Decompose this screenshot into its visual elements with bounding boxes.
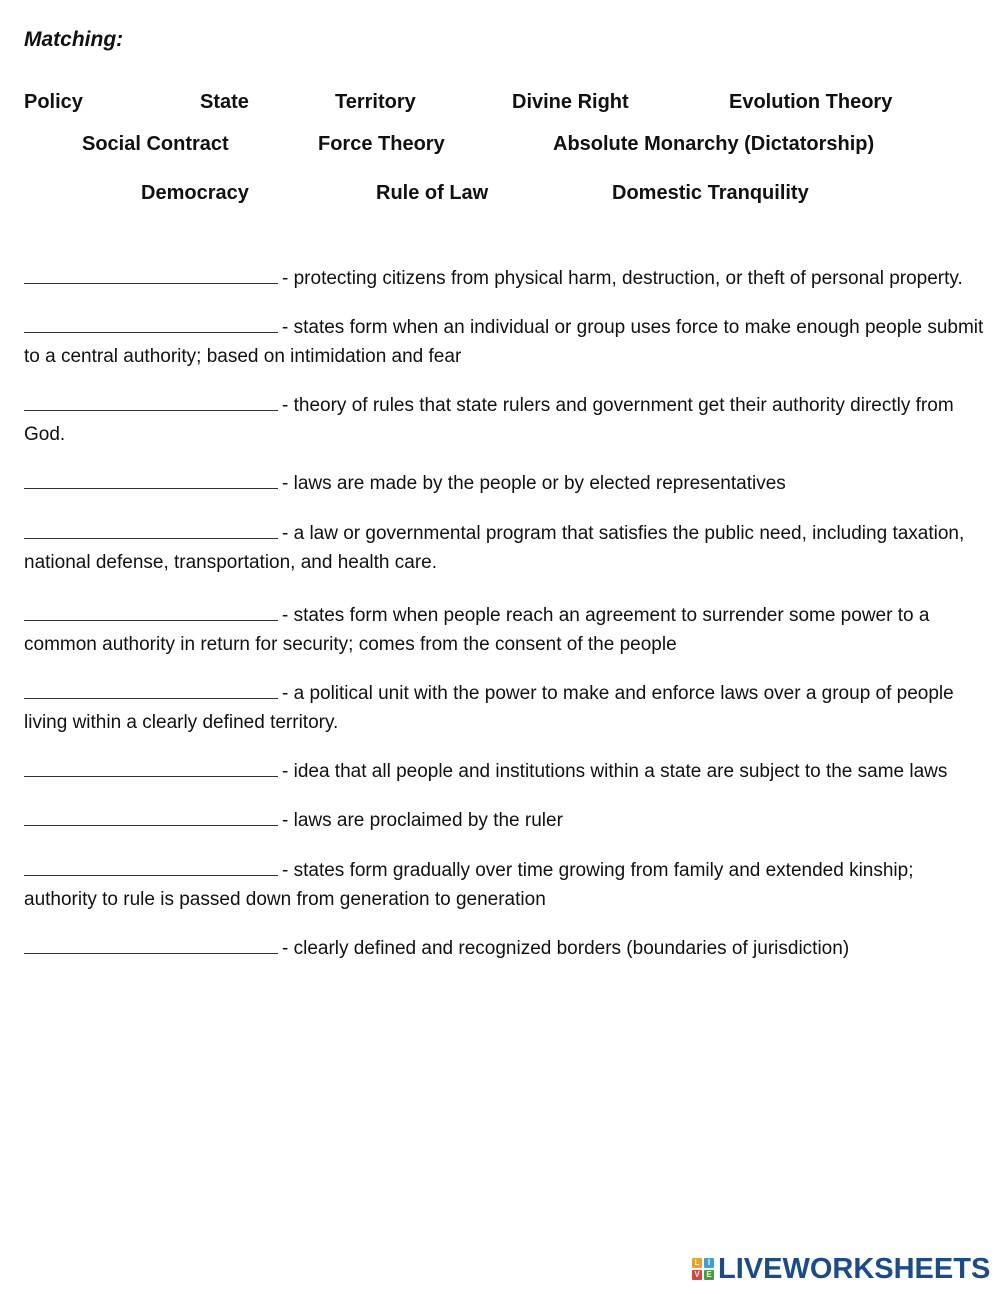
liveworksheets-logo-icon (692, 1258, 714, 1280)
answer-blank[interactable] (24, 470, 278, 489)
question-text: - a political unit with the power to make and enforce laws over a group of people living within a clearly defined territory. (24, 683, 954, 733)
answer-blank[interactable] (24, 265, 278, 284)
word-bank-term: Democracy (141, 182, 249, 204)
question-item (24, 601, 984, 659)
answer-blank[interactable] (24, 520, 278, 539)
question-item (24, 934, 984, 963)
logo-mark-letter: V (692, 1270, 702, 1280)
answer-blank[interactable] (24, 680, 278, 699)
question-text: - states form when people reach an agreement to surrender some power to a common authority in return for security; comes from the consent of the people (24, 605, 930, 655)
word-bank-term: Absolute Monarchy (Dictatorship) (553, 133, 875, 155)
logo-mark-letter: I (704, 1258, 714, 1268)
word-bank-term: Force Theory (318, 133, 445, 155)
word-bank-term: State (200, 91, 249, 113)
answer-blank[interactable] (24, 935, 278, 954)
matching-questions (24, 264, 984, 984)
question-text: - protecting citizens from physical harm, destruction, or theft of personal property. (282, 268, 963, 289)
question-item (24, 519, 984, 577)
logo-mark-letter: L (692, 1258, 702, 1268)
logo-text: LIVEWORKSHEETS (718, 1252, 991, 1285)
word-bank-term: Divine Right (512, 91, 629, 113)
worksheet-title: Matching: (24, 28, 124, 51)
question-text: - states form gradually over time growing from family and extended kinship; authority to rule is passed down from generation to generation (24, 860, 914, 910)
question-text: - theory of rules that state rulers and government get their authority directly from God. (24, 395, 954, 445)
question-item (24, 391, 984, 449)
question-text: - states form when an individual or group uses force to make enough people submit to a central authority; based on intimidation and fear (24, 317, 984, 367)
question-item (24, 313, 984, 371)
question-item (24, 264, 984, 293)
liveworksheets-logo (692, 1252, 990, 1286)
answer-blank[interactable] (24, 758, 278, 777)
word-bank-term: Territory (335, 91, 416, 113)
question-item (24, 469, 984, 498)
word-bank-term: Policy (24, 91, 83, 113)
answer-blank[interactable] (24, 392, 278, 411)
word-bank-term: Domestic Tranquility (612, 182, 809, 204)
question-item (24, 856, 984, 914)
question-item (24, 757, 984, 786)
answer-blank[interactable] (24, 807, 278, 826)
answer-blank[interactable] (24, 314, 278, 333)
question-text: - clearly defined and recognized borders (boundaries of jurisdiction) (282, 938, 850, 959)
question-text: - a law or governmental program that satisfies the public need, including taxation, national defense, transportation, and health care. (24, 523, 965, 573)
question-text: - laws are made by the people or by elected representatives (282, 473, 786, 494)
answer-blank[interactable] (24, 857, 278, 876)
answer-blank[interactable] (24, 602, 278, 621)
word-bank-term: Evolution Theory (729, 91, 893, 113)
word-bank-term: Social Contract (82, 133, 229, 155)
question-text: - idea that all people and institutions within a state are subject to the same laws (282, 761, 948, 782)
question-item (24, 806, 984, 835)
question-item (24, 679, 984, 737)
question-text: - laws are proclaimed by the ruler (282, 810, 563, 831)
logo-mark-letter: E (704, 1270, 714, 1280)
word-bank-term: Rule of Law (376, 182, 489, 204)
